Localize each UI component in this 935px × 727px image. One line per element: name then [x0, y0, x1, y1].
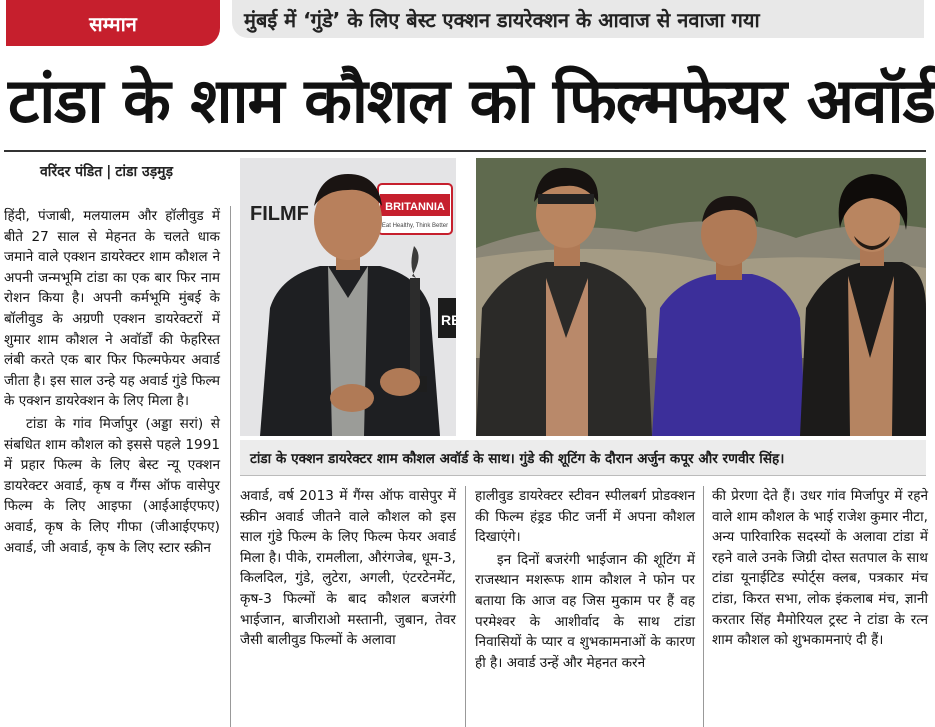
article-column-3: [475, 486, 695, 727]
column-divider: [703, 486, 704, 727]
section-tag: सम्मान: [6, 0, 220, 46]
paragraph: हिंदी, पंजाबी, मलयालम और हॉलीवुड में बीते 27 साल से मेहनत के चलते धाक जमाने वाले एक्शन डायरेक्टर शाम कौशल ने अपनी जन्मभूमि टांडा का एक बार फिर नाम रोशन किया है। अपनी कर्मभूमि मुंबई के बॉलीवुड के अग्रणी एक्शन डायरेक्टरों में शुमार शाम कौशल ने अवॉर्डों की फेहरिस्त लंबी करते एक बार फिर फिल्मफेयर अवार्ड जीता है। इस साल उन्हे यह अवार्ड गुंडे फिल्म के एक्शन डायरेक्शन के लिए मिला है।: [4, 208, 220, 410]
article-column-1: [4, 206, 220, 727]
column-divider: [465, 486, 466, 727]
headline-rule: [4, 150, 926, 152]
sponsor-tagline: Eat Healthy, Think Better: [381, 223, 449, 229]
byline-place: टांडा उड़मुड़: [115, 164, 174, 180]
kicker-band: [232, 0, 924, 38]
paragraph: हालीवुड डायरेक्टर स्टीवन स्पीलबर्ग प्रोडक्शन की फिल्म हंड्रड फीट जर्नी में अपना कौशल दिखाएंगे।: [475, 488, 695, 546]
article-column-4: [712, 486, 928, 727]
backdrop-letters: RE: [441, 312, 461, 328]
byline: [40, 162, 173, 186]
kicker-text: मुंबई में ‘गुंडे’ के लिए बेस्ट एक्शन डायरेक्शन के आवाज से नवाजा गया: [244, 7, 760, 32]
article-column-2: [240, 486, 456, 727]
paragraph: इन दिनों बजरंगी भाईजान की शूटिंग में राजस्थान मशरूफ शाम कौशल ने फोन पर बताया कि आज वह जिस मुकाम पर हैं वह परमेश्वर के आशीर्वाद के साथ टांडा निवासियों के प्यार व शुभकामनाओं के कारण ही है। अवार्ड उन्हें और मेहनत करने: [475, 551, 695, 671]
headline: टांडा के शाम कौशल को फिल्मफेयर अवॉर्ड: [8, 64, 935, 137]
paragraph: टांडा के गांव मिर्जापुर (अड्डा सरां) से संबधित शाम कौशल को इससे पहले 1991 में प्रहार फिल्म के लिए बेस्ट न्यू एक्शन डायरेक्टर अवार्ड, कृष व गैंग्स ऑफ वासेपुर फिल्म के लिए आइफा (आईआईएफए) अवार्ड, कृष के लिए गीफा (जीआईएफए) अवार्ड, जी अवार्ड, कृष के लिए स्टार स्क्रीन: [4, 415, 220, 556]
byline-author: वरिंदर पंडित: [40, 164, 103, 180]
shooting-photo-illustration: [476, 158, 926, 436]
sponsor-logo: BRITANNIA: [385, 201, 445, 213]
backdrop-text: FILMF: [250, 203, 309, 225]
top-bar: [0, 0, 930, 44]
photo-caption: टांडा के एक्शन डायरेक्टर शाम कौशल अवॉर्ड के साथ। गुंडे की शूटिंग के दौरान अर्जुन कपूर और रणवीर सिंह।: [240, 440, 926, 476]
paragraph: अवार्ड, वर्ष 2013 में गैंग्स ऑफ वासेपुर में स्क्रीन अवार्ड जीतने वाले कौशल को इस साल गुंडे फिल्म के लिए फिल्म फेयर अवार्ड मिला है। पीके, रामलीला, औरंगजेब, धूम-3, किलदिल, गुंडे, लुटेरा, अगली, एंटरटेनमेंट, कृष-3 फिल्मों के बाद कौशल बजरंगी भाईजान, बाजीराओ मस्तानी, जुबान, तेवर जैसी बालीवुड फिल्मों के अलावा: [240, 488, 456, 649]
column-divider: [230, 206, 231, 727]
award-photo-illustration: [240, 158, 461, 436]
shooting-photo: [476, 158, 926, 436]
byline-separator: |: [106, 164, 112, 180]
paragraph: की प्रेरणा देते हैं। उधर गांव मिर्जापुर में रहने वाले शाम कौशल के भाई राजेश कुमार नीटा, अन्य पारिवारिक सदस्यों के अलावा टांडा में रहने वाले उनके जिग्री दोस्त सतपाल के साथ टांडा यूनाईटिड स्पोर्ट्स क्लब, पत्रकार मंच टांडा, किरत सभा, लोक इंकलाब मंच, ज्ञानी करतार सिंह मैमोरियल ट्रस्ट ने टांडा के रत्न शाम कौशल को शुभकामनाएं दी हैं।: [712, 488, 928, 649]
award-photo: [240, 158, 461, 436]
